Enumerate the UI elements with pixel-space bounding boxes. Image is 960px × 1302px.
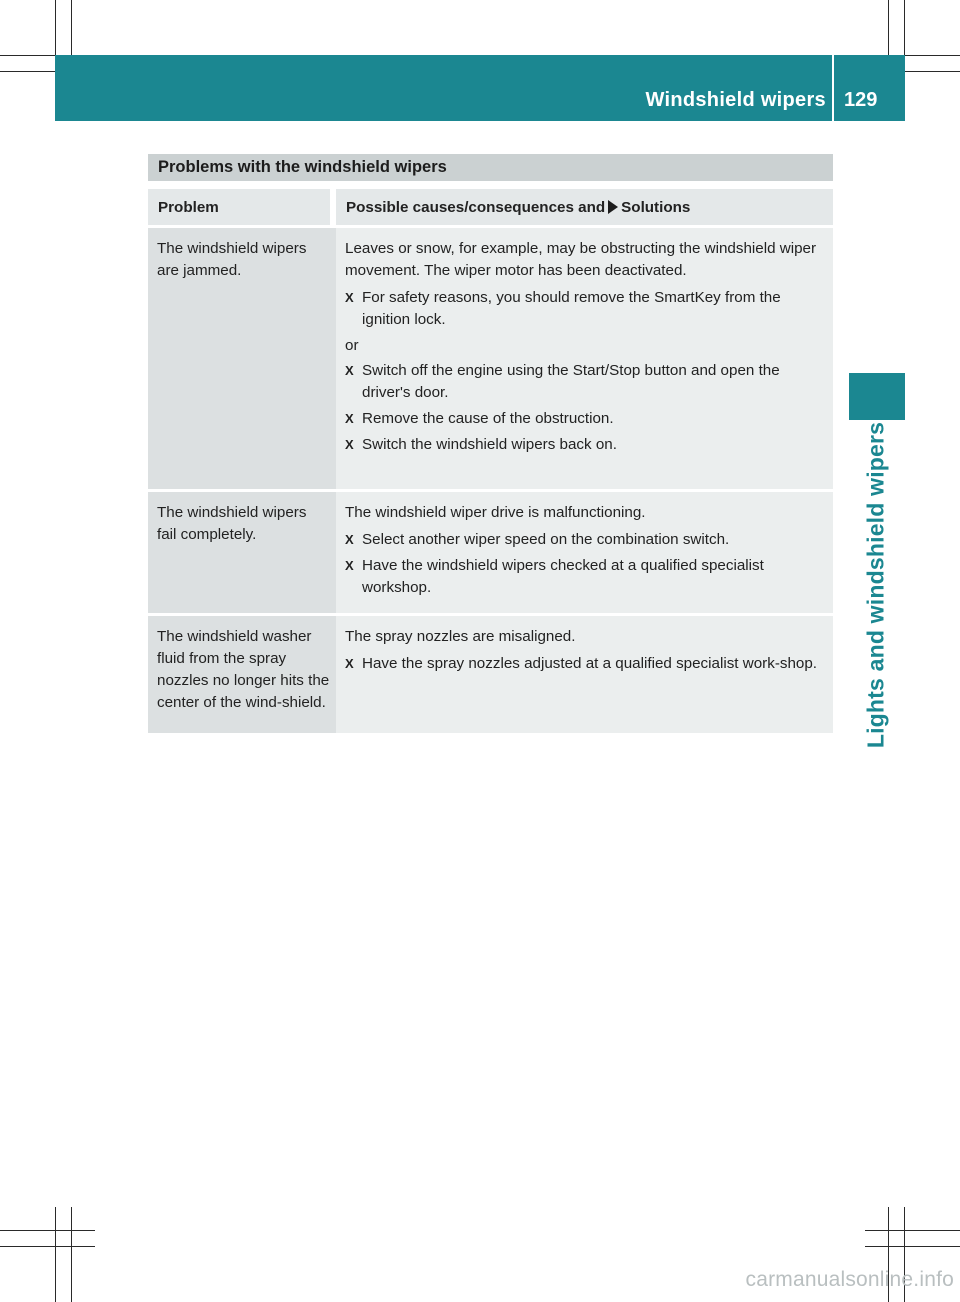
side-tab-label: Lights and windshield wipers bbox=[862, 421, 889, 749]
step-marker-icon: X bbox=[345, 290, 354, 305]
step-item bbox=[345, 360, 827, 404]
solution-cell bbox=[336, 489, 833, 613]
step-text: For safety reasons, you should remove the SmartKey from the ignition lock. bbox=[362, 289, 781, 328]
header-divider bbox=[832, 55, 834, 121]
crop-mark bbox=[0, 1246, 95, 1247]
step-marker-icon: X bbox=[345, 558, 354, 573]
cause-text: The spray nozzles are misaligned. bbox=[345, 628, 576, 645]
watermark: carmanualsonline.info bbox=[745, 1268, 954, 1291]
table-row bbox=[148, 489, 833, 613]
step-text: Switch off the engine using the Start/Stop button and open the driver's door. bbox=[362, 362, 780, 401]
table-row bbox=[148, 225, 833, 489]
arrow-right-icon bbox=[608, 200, 618, 214]
step-marker-icon: X bbox=[345, 532, 354, 547]
step-item bbox=[345, 408, 827, 430]
table-row bbox=[148, 613, 833, 733]
problem-cell: The windshield wipers fail completely. bbox=[148, 489, 336, 613]
problem-cell: The windshield washer fluid from the spray nozzles no longer hits the center of the wind-shield. bbox=[148, 613, 336, 733]
step-marker-icon: X bbox=[345, 411, 354, 426]
crop-mark bbox=[0, 1230, 95, 1231]
cause-text: Leaves or snow, for example, may be obstructing the windshield wiper movement. The wiper motor has been deactivated. bbox=[345, 240, 817, 279]
cause-text: The windshield wiper drive is malfunctioning. bbox=[345, 504, 646, 521]
crop-mark bbox=[865, 1246, 960, 1247]
step-item bbox=[345, 287, 827, 331]
step-item bbox=[345, 434, 827, 456]
step-item bbox=[345, 529, 827, 551]
column-header-solutions-suffix: Solutions bbox=[621, 199, 691, 216]
column-header-solutions-text: Possible causes/consequences and bbox=[346, 199, 606, 216]
step-text: Remove the cause of the obstruction. bbox=[362, 410, 614, 427]
step-item bbox=[345, 555, 827, 599]
step-marker-icon: X bbox=[345, 437, 354, 452]
solution-cell bbox=[336, 613, 833, 733]
step-text: Switch the windshield wipers back on. bbox=[362, 436, 617, 453]
step-marker-icon: X bbox=[345, 656, 354, 671]
solution-cell bbox=[336, 225, 833, 489]
step-text: Have the spray nozzles adjusted at a qualified specialist work-shop. bbox=[362, 655, 818, 672]
problem-cell: The windshield wipers are jammed. bbox=[148, 225, 336, 489]
crop-mark bbox=[55, 1207, 56, 1302]
step-item bbox=[345, 653, 827, 675]
column-header-solutions bbox=[336, 189, 833, 225]
page-number: 129 bbox=[844, 89, 878, 111]
side-tab-marker bbox=[849, 373, 905, 420]
step-marker-icon: X bbox=[345, 363, 354, 378]
table-header-row bbox=[148, 189, 833, 225]
crop-mark bbox=[865, 1230, 960, 1231]
step-text: Have the windshield wipers checked at a qualified specialist workshop. bbox=[362, 557, 764, 596]
section-heading: Problems with the windshield wipers bbox=[148, 154, 833, 181]
page-header-title: Windshield wipers bbox=[645, 89, 826, 111]
column-header-problem: Problem bbox=[148, 189, 336, 225]
problems-table bbox=[148, 189, 833, 733]
or-text: or bbox=[345, 337, 359, 354]
step-text: Select another wiper speed on the combination switch. bbox=[362, 531, 730, 548]
crop-mark bbox=[71, 1207, 72, 1302]
